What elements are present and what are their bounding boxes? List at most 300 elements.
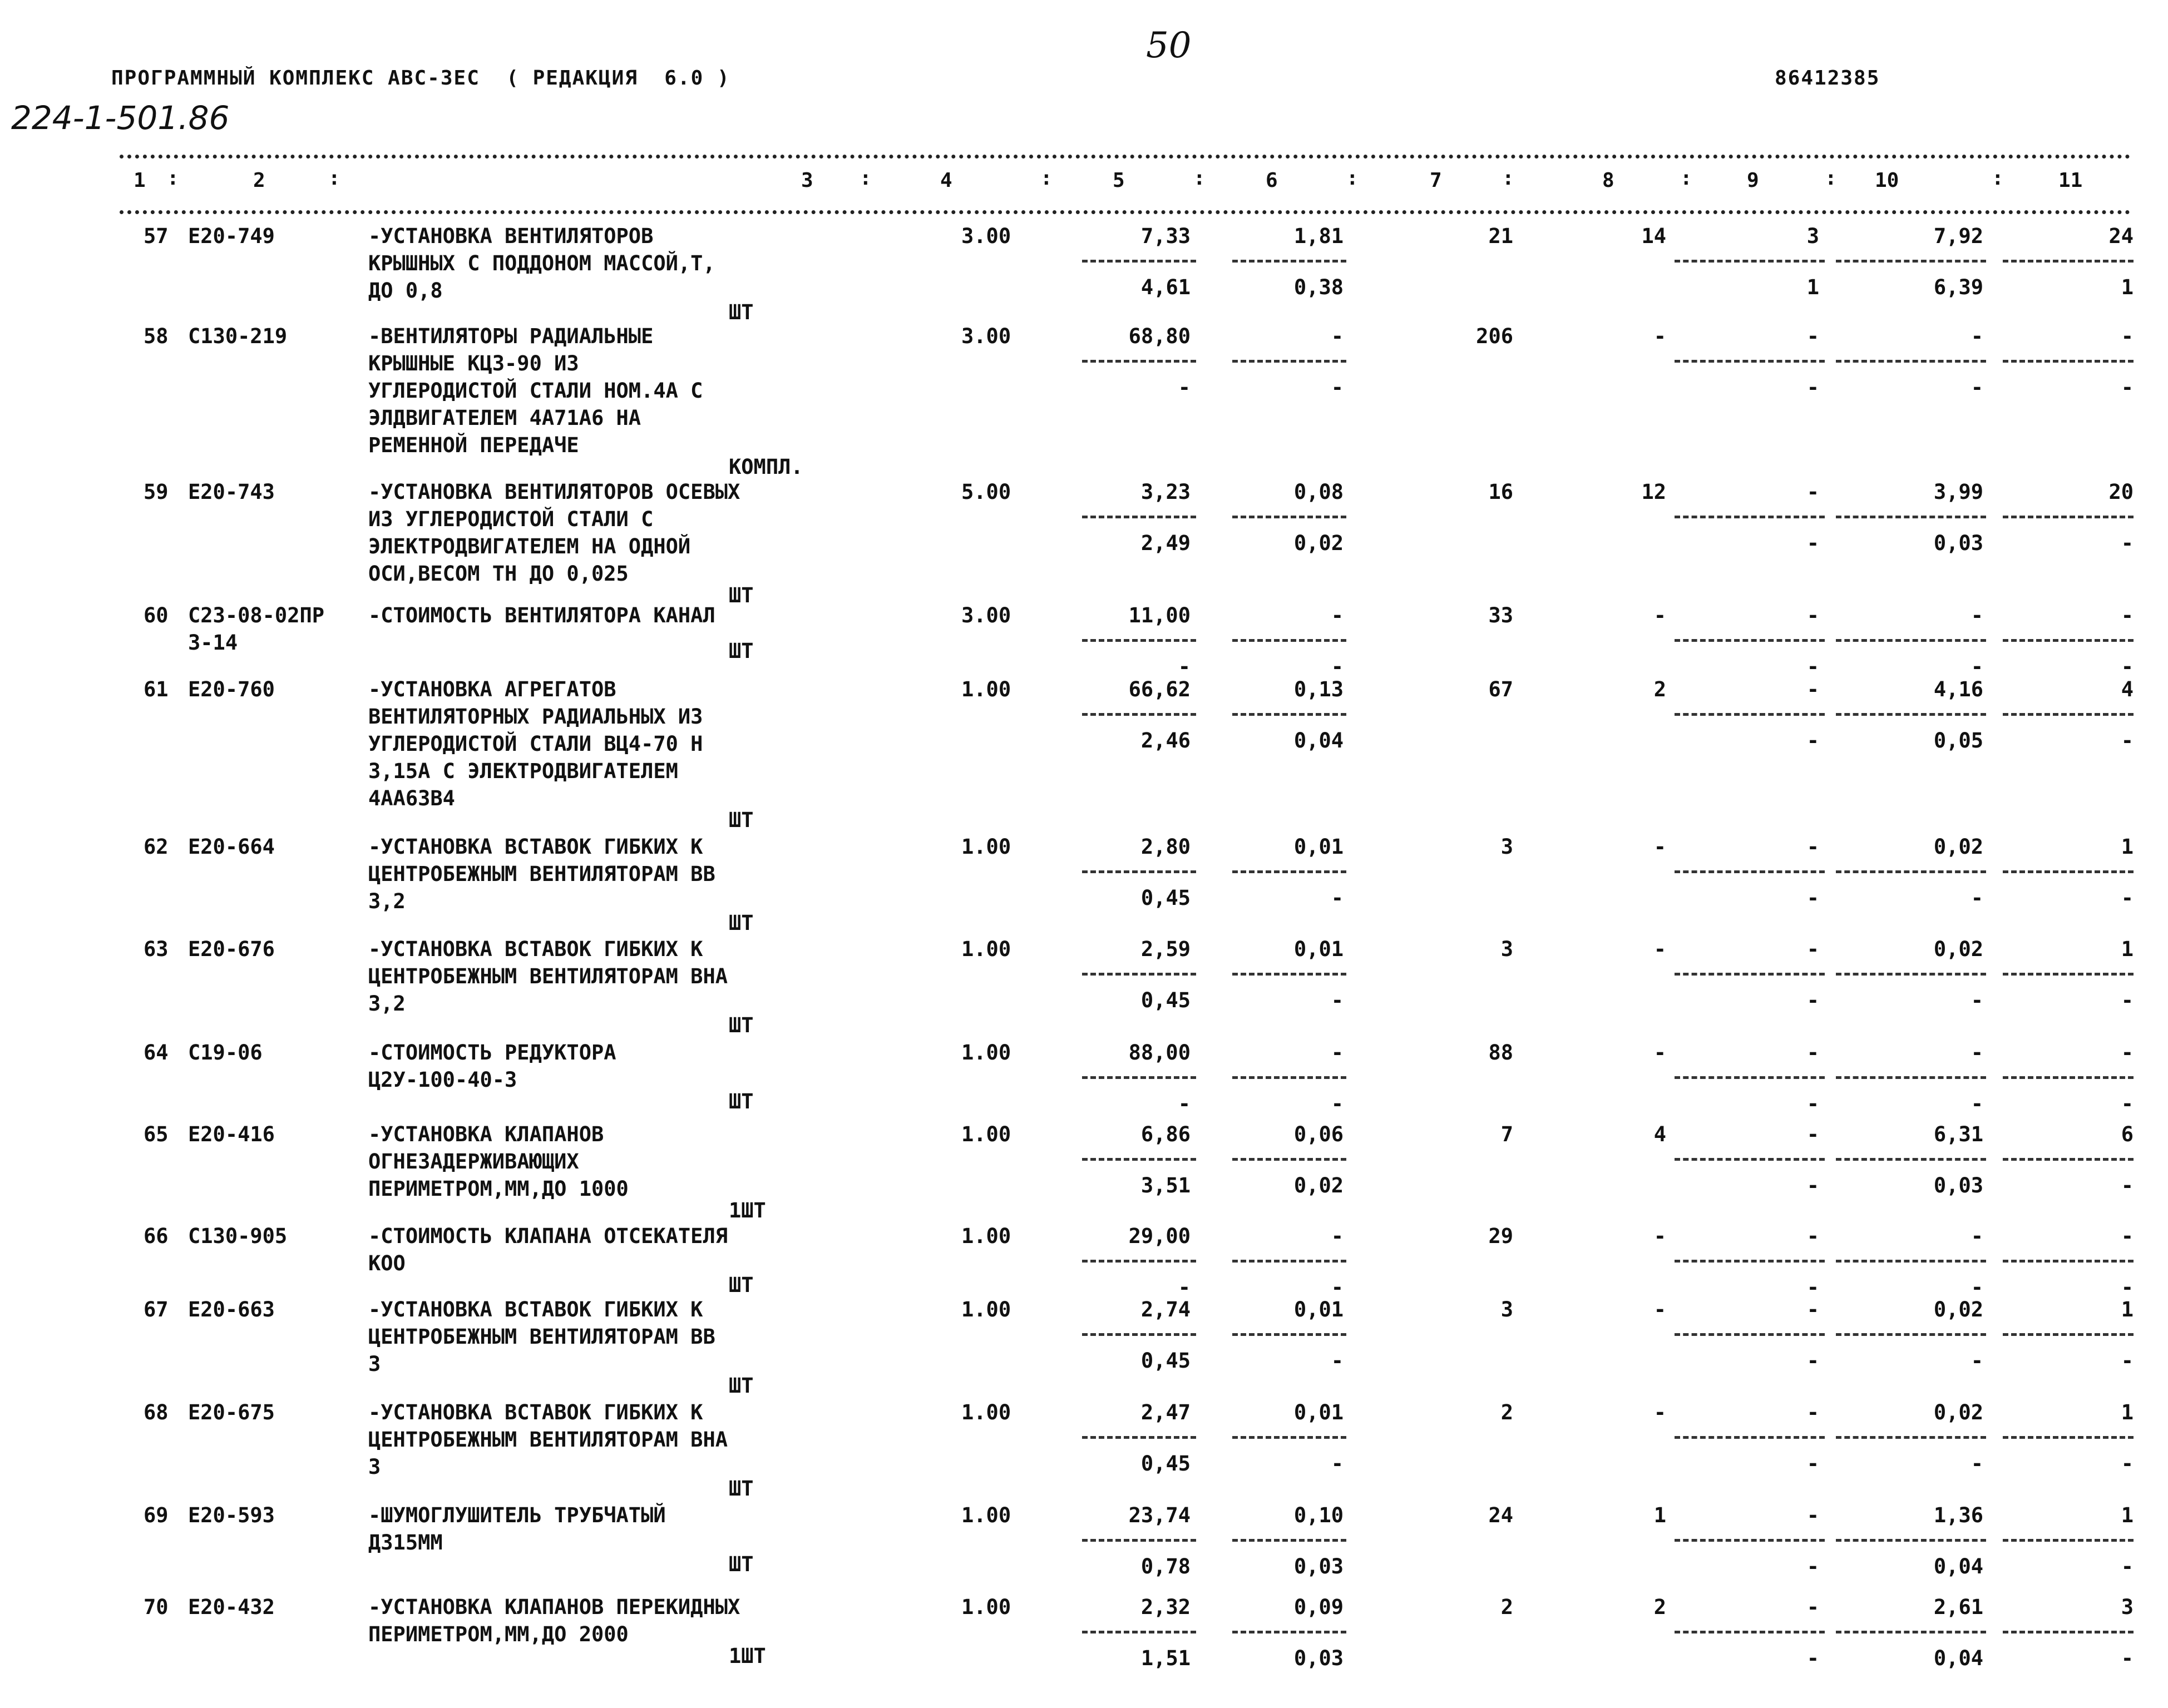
wages-total: -	[1653, 603, 1666, 627]
machine-cost: 0,01	[1293, 937, 1344, 961]
subtotal-dash-rule	[2003, 1158, 2134, 1161]
unit-cost-wages: 1,51	[1140, 1646, 1191, 1670]
labor-cost: -	[1971, 1041, 1983, 1065]
item-description-line: -СТОИМОСТЬ РЕДУКТОРА	[368, 1041, 616, 1065]
wages-total: -	[1653, 324, 1666, 348]
operation-machines: -	[1806, 835, 1819, 859]
item-description-line: ЦЕНТРОБЕЖНЫМ ВЕНТИЛЯТОРАМ ВВ	[368, 1325, 715, 1349]
operation-machines-wages: -	[1806, 1092, 1819, 1116]
subtotal-dash-rule	[1675, 1158, 1825, 1161]
wages-total: 2	[1653, 1595, 1666, 1619]
wages-total: 12	[1641, 480, 1666, 504]
machine-cost: 1,81	[1293, 224, 1344, 248]
subtotal-dash-rule	[1675, 1436, 1825, 1439]
labor-cost: 6,31	[1933, 1122, 1983, 1146]
labor-cost-machinists: -	[1971, 988, 1983, 1012]
unit-cost-wages: -	[1178, 375, 1191, 399]
subtotal-dash-rule	[1232, 1539, 1346, 1542]
machine-cost: 0,08	[1293, 480, 1344, 504]
unit-cost-total: 88,00	[1128, 1041, 1191, 1065]
unit-cost-total: 2,80	[1140, 835, 1191, 859]
subtotal-dash-rule	[1082, 1158, 1196, 1161]
item-description-line: -УСТАНОВКА ВСТАВОК ГИБКИХ К	[368, 1298, 703, 1321]
row-number: 66	[144, 1224, 169, 1248]
subtotal-dash-rule	[1082, 973, 1196, 976]
item-description-line: КОО	[368, 1251, 406, 1275]
operation-machines-wages: -	[1806, 988, 1819, 1012]
subtotal-dash-rule	[2003, 639, 2134, 642]
item-description-line: -СТОИМОСТЬ КЛАПАНА ОТСЕКАТЕЛЯ	[368, 1224, 728, 1248]
unit-of-measure: ШТ	[729, 300, 754, 324]
subtotal-dash-rule	[1082, 516, 1196, 518]
item-description-line: РЕМЕННОЙ ПЕРЕДАЧЕ	[368, 433, 579, 457]
operation-machines: -	[1806, 1041, 1819, 1065]
operation-machines: -	[1806, 1122, 1819, 1146]
subtotal-dash-rule	[1836, 360, 1986, 363]
machine-cost: 0,01	[1293, 1298, 1344, 1321]
item-description-line: -ВЕНТИЛЯТОРЫ РАДИАЛЬНЫЕ	[368, 324, 654, 348]
labor-total-machinists: -	[2121, 1646, 2134, 1670]
operation-machines: -	[1806, 324, 1819, 348]
column-header-3: 3	[801, 169, 813, 192]
quantity: 1.00	[961, 677, 1011, 701]
labor-total-machinists: -	[2121, 655, 2134, 679]
labor-cost: -	[1971, 324, 1983, 348]
wages-total: -	[1653, 1298, 1666, 1321]
labor-total: 3	[2121, 1595, 2134, 1619]
unit-of-measure: КОМПЛ.	[729, 455, 803, 479]
row-number: 59	[144, 480, 169, 504]
unit-cost-wages: -	[1178, 655, 1191, 679]
total-cost: 3	[1500, 1298, 1513, 1321]
machine-cost: -	[1331, 324, 1344, 348]
labor-total-machinists: -	[2121, 1452, 2134, 1476]
subtotal-dash-rule	[2003, 260, 2134, 263]
unit-cost-wages: 0,45	[1140, 988, 1191, 1012]
labor-cost: -	[1971, 603, 1983, 627]
subtotal-dash-rule	[1232, 1436, 1346, 1439]
unit-cost-wages: 2,49	[1140, 531, 1191, 555]
subtotal-dash-rule	[1232, 1076, 1346, 1079]
table-header-rule	[120, 210, 2131, 214]
machine-cost-wages: -	[1331, 1349, 1344, 1373]
labor-total: 1	[2121, 1298, 2134, 1321]
unit-cost-wages: 2,46	[1140, 729, 1191, 752]
labor-cost-machinists: 0,05	[1933, 729, 1983, 752]
subtotal-dash-rule	[1232, 713, 1346, 716]
subtotal-dash-rule	[1082, 1539, 1196, 1542]
table-top-rule	[120, 155, 2131, 159]
subtotal-dash-rule	[1675, 639, 1825, 642]
column-header-4: 4	[940, 169, 952, 192]
labor-total: 4	[2121, 677, 2134, 701]
machine-cost: -	[1331, 603, 1344, 627]
unit-cost-wages: 3,51	[1140, 1174, 1191, 1197]
unit-cost-wages: 4,61	[1140, 275, 1191, 299]
operation-machines-wages: -	[1806, 729, 1819, 752]
total-cost: 88	[1488, 1041, 1513, 1065]
subtotal-dash-rule	[1836, 1333, 1986, 1336]
subtotal-dash-rule	[1232, 360, 1346, 363]
row-number: 60	[144, 603, 169, 627]
program-title: ПРОГРАММНЫЙ КОМПЛЕКС АВС-3ЕС ( РЕДАКЦИЯ 6.0 )	[111, 67, 730, 90]
row-number: 65	[144, 1122, 169, 1146]
wages-total: 1	[1653, 1503, 1666, 1527]
machine-cost: -	[1331, 1041, 1344, 1065]
item-description-line: -УСТАНОВКА ВСТАВОК ГИБКИХ К	[368, 937, 703, 961]
column-header-11: 11	[2058, 169, 2083, 192]
column-separator: :	[860, 167, 872, 190]
item-description-line: КРЫШНЫХ С ПОДДОНОМ МАССОЙ,Т,	[368, 251, 715, 275]
item-description-line: -УСТАНОВКА ВСТАВОК ГИБКИХ К	[368, 1400, 703, 1424]
unit-cost-wages: -	[1178, 1092, 1191, 1116]
row-number: 67	[144, 1298, 169, 1321]
wages-total: -	[1653, 835, 1666, 859]
machine-cost-wages: 0,02	[1293, 1174, 1344, 1197]
labor-cost-machinists: 0,03	[1933, 1174, 1983, 1197]
item-description-line: ЦЕНТРОБЕЖНЫМ ВЕНТИЛЯТОРАМ ВНА	[368, 1428, 728, 1452]
subtotal-dash-rule	[1232, 260, 1346, 263]
item-description-line: -УСТАНОВКА КЛАПАНОВ ПЕРЕКИДНЫХ	[368, 1595, 740, 1619]
unit-of-measure: ШТ	[729, 638, 754, 663]
labor-total-machinists: -	[2121, 1349, 2134, 1373]
row-number: 58	[144, 324, 169, 348]
column-header-5: 5	[1113, 169, 1125, 192]
total-cost: 29	[1488, 1224, 1513, 1248]
quantity: 1.00	[961, 1503, 1011, 1527]
subtotal-dash-rule	[1836, 973, 1986, 976]
labor-cost-machinists: 0,03	[1933, 531, 1983, 555]
subtotal-dash-rule	[2003, 1631, 2134, 1633]
subtotal-dash-rule	[1232, 1631, 1346, 1633]
labor-total-machinists: -	[2121, 1092, 2134, 1116]
item-description-line: УГЛЕРОДИСТОЙ СТАЛИ НОМ.4А С	[368, 379, 703, 403]
machine-cost: 0,13	[1293, 677, 1344, 701]
subtotal-dash-rule	[2003, 973, 2134, 976]
quantity: 1.00	[961, 1595, 1011, 1619]
quantity: 1.00	[961, 835, 1011, 859]
item-description-line: 3,2	[368, 992, 406, 1016]
total-cost: 7	[1500, 1122, 1513, 1146]
labor-cost-machinists: -	[1971, 375, 1983, 399]
operation-machines: 3	[1806, 224, 1819, 248]
labor-cost: 4,16	[1933, 677, 1983, 701]
labor-total-machinists: -	[2121, 886, 2134, 910]
subtotal-dash-rule	[1082, 1333, 1196, 1336]
total-cost: 33	[1488, 603, 1513, 627]
labor-total-machinists: -	[2121, 1275, 2134, 1299]
rate-code: С19-06	[188, 1041, 263, 1065]
machine-cost-wages: 0,03	[1293, 1646, 1344, 1670]
subtotal-dash-rule	[2003, 713, 2134, 716]
rate-code: Е20-676	[188, 937, 275, 961]
total-cost: 3	[1500, 937, 1513, 961]
quantity: 1.00	[961, 1224, 1011, 1248]
row-number: 63	[144, 937, 169, 961]
subtotal-dash-rule	[1675, 1631, 1825, 1633]
operation-machines-wages: -	[1806, 375, 1819, 399]
unit-of-measure: ШТ	[729, 1273, 754, 1297]
item-description-line: 3,2	[368, 889, 406, 913]
labor-cost-machinists: -	[1971, 1349, 1983, 1373]
subtotal-dash-rule	[1232, 973, 1346, 976]
unit-cost-wages: 0,45	[1140, 886, 1191, 910]
subtotal-dash-rule	[1232, 639, 1346, 642]
operation-machines: -	[1806, 603, 1819, 627]
subtotal-dash-rule	[1675, 870, 1825, 873]
item-description-line: -УСТАНОВКА АГРЕГАТОВ	[368, 677, 616, 701]
labor-cost: -	[1971, 1224, 1983, 1248]
subtotal-dash-rule	[2003, 1539, 2134, 1542]
unit-cost-total: 2,74	[1140, 1298, 1191, 1321]
unit-cost-total: 6,86	[1140, 1122, 1191, 1146]
quantity: 1.00	[961, 1298, 1011, 1321]
labor-total: -	[2121, 603, 2134, 627]
item-description-line: -ШУМОГЛУШИТЕЛЬ ТРУБЧАТЫЙ	[368, 1503, 666, 1527]
labor-cost-machinists: -	[1971, 1275, 1983, 1299]
row-number: 64	[144, 1041, 169, 1065]
item-description-line: ОГНЕЗАДЕРЖИВАЮЩИХ	[368, 1150, 579, 1174]
wages-total: -	[1653, 937, 1666, 961]
subtotal-dash-rule	[1836, 713, 1986, 716]
column-header-8: 8	[1602, 169, 1614, 192]
operation-machines-wages: -	[1806, 1174, 1819, 1197]
quantity: 1.00	[961, 1041, 1011, 1065]
total-cost: 2	[1500, 1400, 1513, 1424]
unit-of-measure: ШТ	[729, 1552, 754, 1576]
row-number: 61	[144, 677, 169, 701]
unit-cost-total: 66,62	[1128, 677, 1191, 701]
unit-cost-wages: 0,78	[1140, 1554, 1191, 1578]
column-separator: :	[1502, 167, 1514, 190]
operation-machines: -	[1806, 1298, 1819, 1321]
wages-total: -	[1653, 1041, 1666, 1065]
unit-of-measure: ШТ	[729, 1374, 754, 1398]
item-description-line: ВЕНТИЛЯТОРНЫХ РАДИАЛЬНЫХ ИЗ	[368, 705, 703, 729]
subtotal-dash-rule	[1675, 516, 1825, 518]
item-description-line: Д315ММ	[368, 1531, 443, 1554]
labor-cost-machinists: -	[1971, 1092, 1983, 1116]
labor-total-machinists: -	[2121, 531, 2134, 555]
labor-cost: 3,99	[1933, 480, 1983, 504]
rate-code: Е20-593	[188, 1503, 275, 1527]
item-description-line: ДО 0,8	[368, 279, 443, 303]
total-cost: 21	[1488, 224, 1513, 248]
row-number: 68	[144, 1400, 169, 1424]
unit-cost-total: 68,80	[1128, 324, 1191, 348]
subtotal-dash-rule	[1082, 1436, 1196, 1439]
column-separator: :	[1680, 167, 1692, 190]
wages-total: -	[1653, 1224, 1666, 1248]
unit-cost-total: 2,47	[1140, 1400, 1191, 1424]
labor-total-machinists: 1	[2121, 275, 2134, 299]
labor-cost: 0,02	[1933, 937, 1983, 961]
rate-code: С130-905	[188, 1224, 288, 1248]
row-number: 57	[144, 224, 169, 248]
quantity: 3.00	[961, 224, 1011, 248]
labor-total: 24	[2108, 224, 2134, 248]
unit-cost-total: 2,59	[1140, 937, 1191, 961]
quantity: 5.00	[961, 480, 1011, 504]
labor-total: 1	[2121, 937, 2134, 961]
unit-of-measure: 1ШТ	[729, 1644, 766, 1668]
unit-of-measure: 1ШТ	[729, 1199, 766, 1222]
item-description-line: 4АА63В4	[368, 786, 455, 810]
quantity: 1.00	[961, 1400, 1011, 1424]
unit-of-measure: ШТ	[729, 911, 754, 935]
subtotal-dash-rule	[1082, 713, 1196, 716]
machine-cost-wages: 0,03	[1293, 1554, 1344, 1578]
labor-cost-machinists: -	[1971, 1452, 1983, 1476]
subtotal-dash-rule	[1836, 260, 1986, 263]
subtotal-dash-rule	[1675, 1333, 1825, 1336]
unit-cost-total: 7,33	[1140, 224, 1191, 248]
operation-machines: -	[1806, 1400, 1819, 1424]
labor-total: 6	[2121, 1122, 2134, 1146]
total-cost: 3	[1500, 835, 1513, 859]
column-header-1: 1	[134, 169, 146, 192]
machine-cost: -	[1331, 1224, 1344, 1248]
subtotal-dash-rule	[1836, 516, 1986, 518]
row-number: 69	[144, 1503, 169, 1527]
labor-total-machinists: -	[2121, 1174, 2134, 1197]
labor-cost-machinists: -	[1971, 886, 1983, 910]
machine-cost-wages: 0,04	[1293, 729, 1344, 752]
labor-total: 1	[2121, 1503, 2134, 1527]
item-description-line: ЦЕНТРОБЕЖНЫМ ВЕНТИЛЯТОРАМ ВНА	[368, 964, 728, 988]
labor-total: 20	[2108, 480, 2134, 504]
unit-of-measure: ШТ	[729, 1477, 754, 1501]
machine-cost-wages: -	[1331, 1092, 1344, 1116]
labor-total: -	[2121, 1041, 2134, 1065]
labor-total: -	[2121, 1224, 2134, 1248]
subtotal-dash-rule	[1082, 870, 1196, 873]
machine-cost: 0,06	[1293, 1122, 1344, 1146]
column-separator: :	[328, 167, 340, 190]
operation-machines-wages: -	[1806, 655, 1819, 679]
rate-code: Е20-743	[188, 480, 275, 504]
operation-machines-wages: 1	[1806, 275, 1819, 299]
item-description-line: -УСТАНОВКА КЛАПАНОВ	[368, 1122, 604, 1146]
quantity: 3.00	[961, 603, 1011, 627]
machine-cost-wages: -	[1331, 375, 1344, 399]
machine-cost-wages: -	[1331, 655, 1344, 679]
subtotal-dash-rule	[1082, 1260, 1196, 1263]
rate-code: Е20-663	[188, 1298, 275, 1321]
subtotal-dash-rule	[1232, 870, 1346, 873]
subtotal-dash-rule	[1232, 1260, 1346, 1263]
item-description-line: ПЕРИМЕТРОМ,ММ,ДО 2000	[368, 1622, 629, 1646]
labor-cost: 7,92	[1933, 224, 1983, 248]
total-cost: 16	[1488, 480, 1513, 504]
labor-total: 1	[2121, 1400, 2134, 1424]
labor-cost: 1,36	[1933, 1503, 1983, 1527]
item-description-line: -УСТАНОВКА ВСТАВОК ГИБКИХ К	[368, 835, 703, 859]
unit-cost-total: 11,00	[1128, 603, 1191, 627]
column-separator: :	[1825, 167, 1837, 190]
wages-total: 2	[1653, 677, 1666, 701]
rate-code: Е20-760	[188, 677, 275, 701]
item-description-line: -УСТАНОВКА ВЕНТИЛЯТОРОВ ОСЕВЫХ	[368, 480, 740, 504]
item-description-line: ОСИ,ВЕСОМ ТН ДО 0,025	[368, 562, 629, 586]
handwritten-designation: 224-1-501.86	[11, 99, 230, 137]
item-description-line: -УСТАНОВКА ВЕНТИЛЯТОРОВ	[368, 224, 654, 248]
subtotal-dash-rule	[1836, 1260, 1986, 1263]
unit-of-measure: ШТ	[729, 1013, 754, 1037]
labor-cost: 0,02	[1933, 835, 1983, 859]
subtotal-dash-rule	[1675, 260, 1825, 263]
wages-total: 4	[1653, 1122, 1666, 1146]
item-description-line: КРЫШНЫЕ КЦ3-90 ИЗ	[368, 351, 579, 375]
rate-code-continuation: 3-14	[188, 631, 238, 655]
item-description-line: ЭЛДВИГАТЕЛЕМ 4А71А6 НА	[368, 406, 641, 430]
item-description-line: ЭЛЕКТРОДВИГАТЕЛЕМ НА ОДНОЙ	[368, 534, 691, 558]
subtotal-dash-rule	[1675, 713, 1825, 716]
subtotal-dash-rule	[2003, 516, 2134, 518]
quantity: 1.00	[961, 937, 1011, 961]
column-header-6: 6	[1266, 169, 1278, 192]
machine-cost: 0,09	[1293, 1595, 1344, 1619]
operation-machines: -	[1806, 1595, 1819, 1619]
operation-machines: -	[1806, 937, 1819, 961]
column-separator: :	[1992, 167, 2004, 190]
labor-cost-machinists: 6,39	[1933, 275, 1983, 299]
labor-total-machinists: -	[2121, 375, 2134, 399]
rate-code: Е20-675	[188, 1400, 275, 1424]
operation-machines: -	[1806, 1224, 1819, 1248]
operation-machines: -	[1806, 677, 1819, 701]
machine-cost-wages: -	[1331, 1452, 1344, 1476]
subtotal-dash-rule	[1232, 1158, 1346, 1161]
subtotal-dash-rule	[1836, 1539, 1986, 1542]
column-separator: :	[1346, 167, 1359, 190]
subtotal-dash-rule	[1836, 1158, 1986, 1161]
document-code: 86412385	[1775, 67, 1880, 90]
column-separator: :	[1193, 167, 1206, 190]
subtotal-dash-rule	[1836, 1076, 1986, 1079]
item-description-line: Ц2У-100-40-3	[368, 1068, 517, 1092]
subtotal-dash-rule	[1082, 639, 1196, 642]
total-cost: 24	[1488, 1503, 1513, 1527]
unit-cost-total: 2,32	[1140, 1595, 1191, 1619]
subtotal-dash-rule	[1082, 260, 1196, 263]
labor-total: -	[2121, 324, 2134, 348]
subtotal-dash-rule	[2003, 1436, 2134, 1439]
subtotal-dash-rule	[1836, 639, 1986, 642]
wages-total: -	[1653, 1400, 1666, 1424]
item-description-line: ЦЕНТРОБЕЖНЫМ ВЕНТИЛЯТОРАМ ВВ	[368, 862, 715, 886]
machine-cost-wages: -	[1331, 886, 1344, 910]
wages-total: 14	[1641, 224, 1666, 248]
total-cost: 67	[1488, 677, 1513, 701]
labor-total-machinists: -	[2121, 1554, 2134, 1578]
labor-cost-machinists: -	[1971, 655, 1983, 679]
labor-total-machinists: -	[2121, 988, 2134, 1012]
item-description-line: УГЛЕРОДИСТОЙ СТАЛИ ВЦ4-70 Н	[368, 732, 703, 756]
unit-of-measure: ШТ	[729, 808, 754, 832]
labor-cost: 2,61	[1933, 1595, 1983, 1619]
column-header-10: 10	[1875, 169, 1899, 192]
unit-of-measure: ШТ	[729, 1090, 754, 1113]
subtotal-dash-rule	[1836, 1436, 1986, 1439]
total-cost: 2	[1500, 1595, 1513, 1619]
item-description-line: 3	[368, 1455, 381, 1479]
labor-total-machinists: -	[2121, 729, 2134, 752]
column-separator: :	[1040, 167, 1053, 190]
subtotal-dash-rule	[2003, 1076, 2134, 1079]
operation-machines-wages: -	[1806, 1275, 1819, 1299]
operation-machines: -	[1806, 480, 1819, 504]
